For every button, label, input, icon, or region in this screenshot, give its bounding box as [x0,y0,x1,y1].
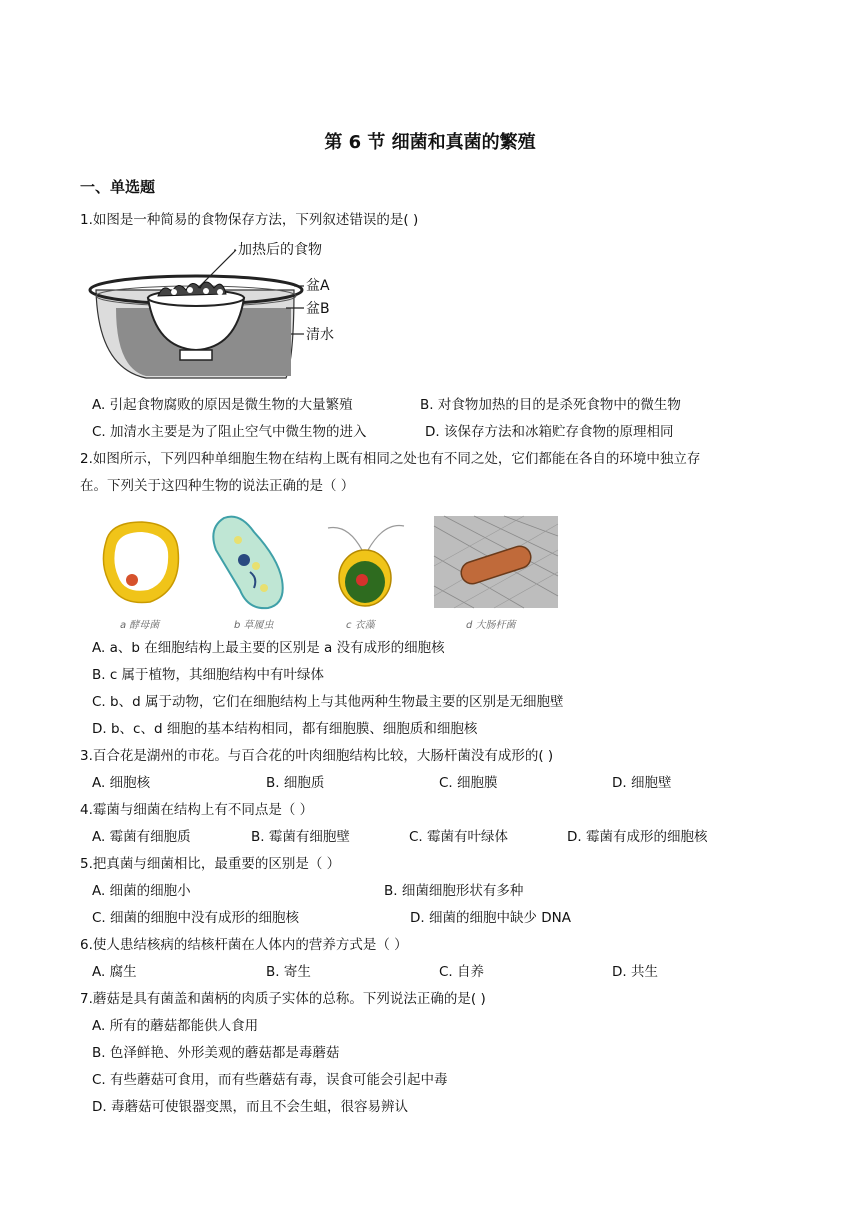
question-6-option-c[interactable]: C. 自养 [439,964,485,980]
question-3-stem: 3.百合花是湖州的市花。与百合花的叶肉细胞结构比较，大肠杆菌没有成形的( ) [80,748,554,764]
question-2-option-b[interactable]: B. c 属于植物，其细胞结构中有叶绿体 [92,667,325,683]
question-7-stem: 7.蘑菇是具有菌盖和菌柄的肉质子实体的总称。下列说法正确的是( ) [80,991,486,1007]
question-4-option-a[interactable]: A. 霉菌有细胞质 [92,829,191,845]
caption-b: b 草履虫 [234,620,274,631]
question-7-option-a[interactable]: A. 所有的蘑菇都能供人食用 [92,1018,259,1034]
question-3-option-a[interactable]: A. 细胞核 [92,775,151,791]
question-1-option-a[interactable]: A. 引起食物腐败的原因是微生物的大量繁殖 [92,397,353,413]
question-3-option-d[interactable]: D. 细胞壁 [612,775,672,791]
chlamydomonas-illustration [328,526,404,607]
question-6-option-d[interactable]: D. 共生 [612,964,658,980]
question-3-option-b[interactable]: B. 细胞质 [266,775,325,791]
question-2-option-a[interactable]: A. a、b 在细胞结构上最主要的区别是 a 没有成形的细胞核 [92,640,445,656]
question-5-option-b[interactable]: B. 细菌细胞形状有多种 [384,883,524,899]
question-4-option-b[interactable]: B. 霉菌有细胞壁 [251,829,350,845]
question-5-option-c[interactable]: C. 细菌的细胞中没有成形的细胞核 [92,910,300,926]
figure-label-basin-b: 盆B [306,301,330,317]
question-7-option-c[interactable]: C. 有些蘑菇可食用，而有些蘑菇有毒，误食可能会引起中毒 [92,1072,448,1088]
question-1-option-d[interactable]: D. 该保存方法和冰箱贮存食物的原理相同 [425,424,674,440]
question-2-stem-line2: 在。下列关于这四种生物的说法正确的是（ ） [80,478,355,494]
e-coli-illustration [434,516,558,608]
paramecium-illustration [213,517,282,609]
question-1-option-b[interactable]: B. 对食物加热的目的是杀死食物中的微生物 [420,397,681,413]
question-5-stem: 5.把真菌与细菌相比，最重要的区别是（ ） [80,856,341,872]
question-7-option-d[interactable]: D. 毒蘑菇可使银器变黑，而且不会生蛆，很容易辨认 [92,1099,408,1115]
question-4-option-d[interactable]: D. 霉菌有成形的细胞核 [567,829,708,845]
caption-c: c 衣藻 [346,620,375,631]
question-7-option-b[interactable]: B. 色泽鲜艳、外形美观的蘑菇都是毒蘑菇 [92,1045,340,1061]
question-2-stem-line1: 2.如图所示，下列四种单细胞生物在结构上既有相同之处也有不同之处，它们都能在各自的环境中独立存 [80,451,701,467]
question-6-option-b[interactable]: B. 寄生 [266,964,311,980]
question-5-option-d[interactable]: D. 细菌的细胞中缺少 DNA [410,910,571,926]
caption-a: a 酵母菌 [120,620,160,631]
figure-label-water: 清水 [306,327,334,343]
question-4-option-c[interactable]: C. 霉菌有叶绿体 [409,829,509,845]
section-heading: 一、单选题 [80,178,156,196]
single-cell-organisms-figure [96,510,566,636]
figure-label-food: 加热后的食物 [238,242,322,258]
question-3-option-c[interactable]: C. 细胞膜 [439,775,498,791]
question-2-option-c[interactable]: C. b、d 属于动物，它们在细胞结构上与其他两种生物最主要的区别是无细胞壁 [92,694,564,710]
question-1-stem: 1.如图是一种简易的食物保存方法，下列叙述错误的是( ) [80,212,419,228]
question-6-option-a[interactable]: A. 腐生 [92,964,137,980]
question-6-stem: 6.使人患结核病的结核杆菌在人体内的营养方式是（ ） [80,937,408,953]
figure-label-basin-a: 盆A [306,278,330,294]
question-5-option-a[interactable]: A. 细菌的细胞小 [92,883,191,899]
yeast-illustration [103,522,178,603]
question-4-stem: 4.霉菌与细菌在结构上有不同点是（ ） [80,802,314,818]
question-1-option-c[interactable]: C. 加清水主要是为了阻止空气中微生物的进入 [92,424,367,440]
caption-d: d 大肠杆菌 [466,620,516,631]
page-title: 第 6 节 细菌和真菌的繁殖 [324,132,536,153]
question-2-option-d[interactable]: D. b、c、d 细胞的基本结构相同，都有细胞膜、细胞质和细胞核 [92,721,478,737]
food-preservation-figure [86,238,356,390]
